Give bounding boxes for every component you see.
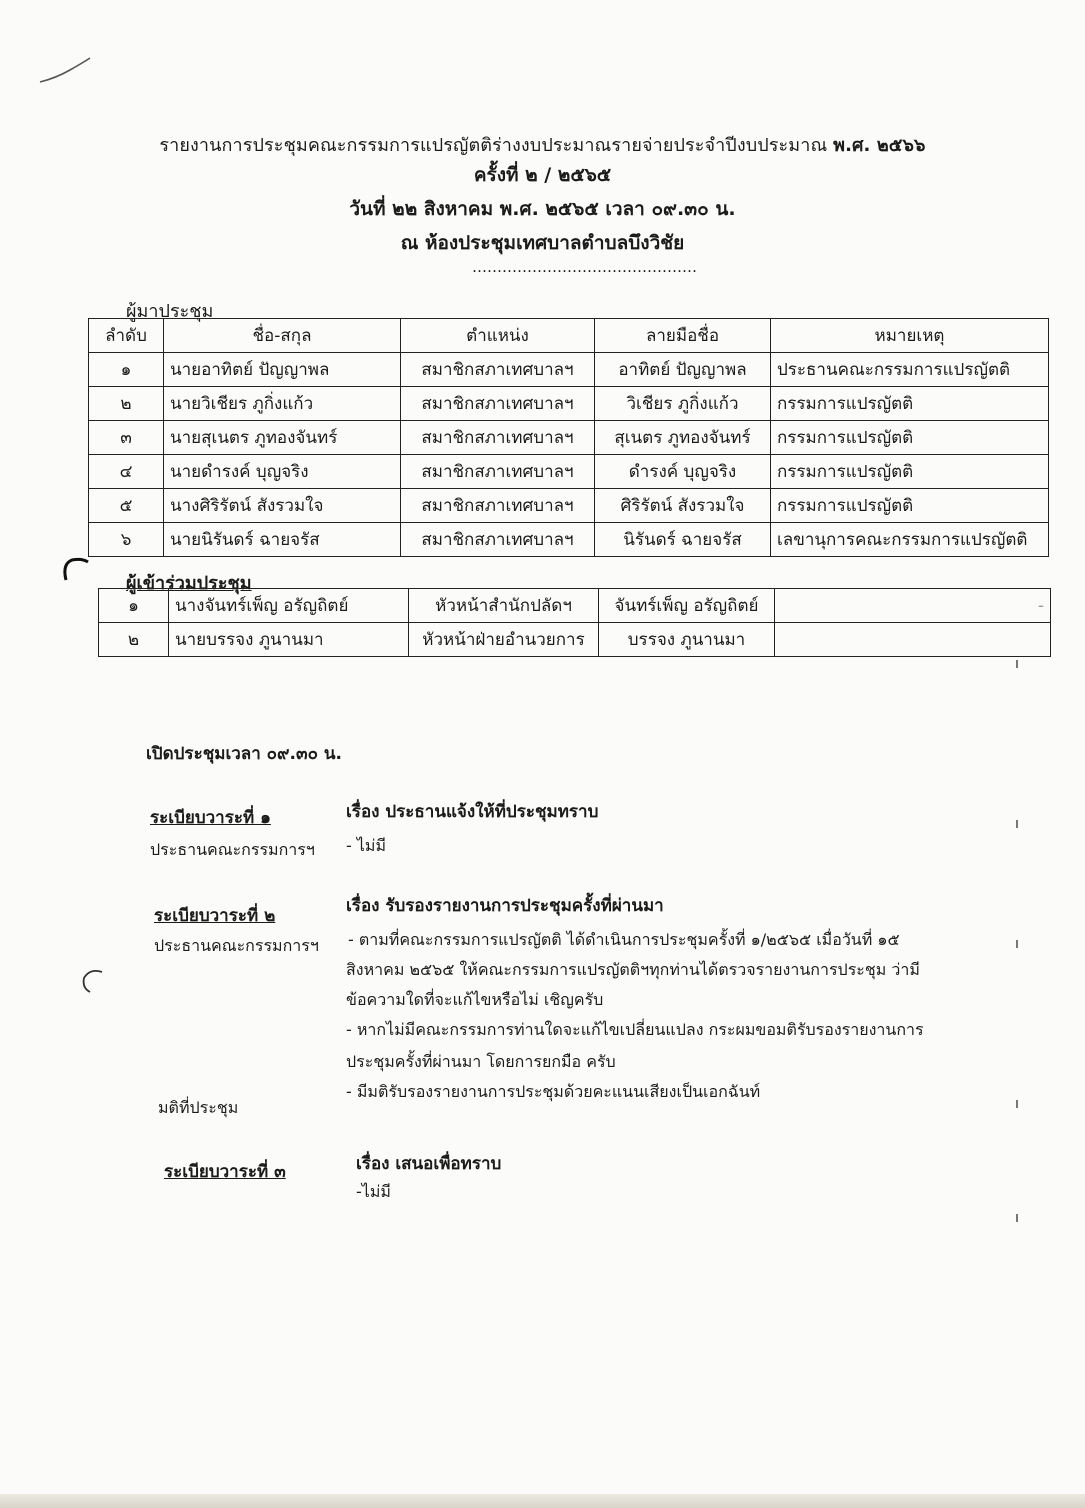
meeting-venue: ณ ห้องประชุมเทศบาลตำบลบึงวิชัย	[400, 232, 685, 254]
margin-tick	[1016, 1214, 1018, 1222]
attendee-position: สมาชิกสภาเทศบาลฯ	[401, 523, 595, 557]
row-number: ๒	[89, 387, 164, 421]
report-title-year: พ.ศ. ๒๕๖๖	[833, 135, 926, 156]
row-number: ๓	[89, 421, 164, 455]
agenda-2-line-5: ประชุมครั้งที่ผ่านมา โดยการยกมือ ครับ	[346, 1052, 616, 1071]
participant-note	[775, 623, 1051, 657]
attendee-name: นายนิรันดร์ ฉายจรัส	[164, 523, 401, 557]
agenda-3-label: ระเบียบวาระที่ ๓	[164, 1162, 286, 1182]
column-header: ลำดับ	[89, 319, 164, 353]
margin-tick	[1016, 940, 1018, 948]
table-row	[89, 387, 1049, 421]
row-number: ๖	[89, 523, 164, 557]
attendee-signature: สุเนตร ภูทองจันทร์	[595, 421, 771, 455]
row-number: ๑	[99, 589, 169, 623]
column-header: ชื่อ-สกุล	[164, 319, 401, 353]
margin-tick	[1016, 820, 1018, 828]
column-header: หมายเหตุ	[771, 319, 1049, 353]
binder-hook-mark	[60, 556, 90, 582]
report-title-text: รายงานการประชุมคณะกรรมการแปรญัตติร่างงบประมาณรายจ่ายประจำปีงบประมาณ	[159, 135, 828, 156]
attendee-note: กรรมการแปรญัตติ	[771, 489, 1049, 523]
attendee-signature: ดำรงค์ บุญจริง	[595, 455, 771, 489]
attendee-name: นายวิเชียร ภูกิ่งแก้ว	[164, 387, 401, 421]
margin-tick	[1016, 1100, 1018, 1108]
attendee-note: กรรมการแปรญัตติ	[771, 387, 1049, 421]
participant-position: หัวหน้าสำนักปลัดฯ	[409, 589, 599, 623]
attendee-signature: วิเชียร ภูกิ่งแก้ว	[595, 387, 771, 421]
attendee-signature: อาทิตย์ ปัญญาพล	[595, 353, 771, 387]
table-row	[89, 489, 1049, 523]
participant-name: นายบรรจง ภูนานมา	[169, 623, 409, 657]
attendee-position: สมาชิกสภาเทศบาลฯ	[401, 489, 595, 523]
table-row	[99, 623, 1051, 657]
attendee-note: ประธานคณะกรรมการแปรญัตติ	[771, 353, 1049, 387]
agenda-2-title: เรื่อง รับรองรายงานการประชุมครั้งที่ผ่านมา	[346, 896, 664, 916]
agenda-2-resolution: - มีมติรับรองรายงานการประชุมด้วยคะแนนเสียงเป็นเอกฉันท์	[346, 1082, 761, 1101]
row-number: ๔	[89, 455, 164, 489]
attendee-signature: ศิริรัตน์ สังรวมใจ	[595, 489, 771, 523]
row-number: ๑	[89, 353, 164, 387]
table-row	[89, 421, 1049, 455]
agenda-2-line-3: ข้อความใดที่จะแก้ไขหรือไม่ เชิญครับ	[346, 990, 604, 1009]
agenda-2-speaker: ประธานคณะกรรมการฯ	[154, 936, 319, 955]
participant-signature: บรรจง ภูนานมา	[599, 623, 775, 657]
attendee-name: นายอาทิตย์ ปัญญาพล	[164, 353, 401, 387]
agenda-1-title: เรื่อง ประธานแจ้งให้ที่ประชุมทราบ	[346, 802, 599, 822]
attendee-note: เลขานุการคณะกรรมการแปรญัตติ	[771, 523, 1049, 557]
agenda-3-text: -ไม่มี	[356, 1182, 391, 1201]
participant-position: หัวหน้าฝ่ายอำนวยการ	[409, 623, 599, 657]
participants-table	[98, 588, 1051, 657]
meeting-number: ครั้งที่ ๒ / ๒๕๖๕	[473, 164, 612, 186]
table-row	[89, 353, 1049, 387]
table-row	[89, 523, 1049, 557]
divider-dots: ………………………………………	[472, 258, 697, 276]
opening-time: เปิดประชุมเวลา ๐๙.๓๐ น.	[146, 744, 342, 764]
margin-tick	[1016, 660, 1018, 668]
attendees-heading: ผู้มาประชุม	[126, 301, 214, 322]
attendee-position: สมาชิกสภาเทศบาลฯ	[401, 421, 595, 455]
participant-name: นางจันทร์เพ็ญ อรัญถิตย์	[169, 589, 409, 623]
report-title	[0, 130, 1085, 159]
agenda-2-line-4: - หากไม่มีคณะกรรมการท่านใดจะแก้ไขเปลี่ยนแปลง กระผมขอมติรับรองรายงานการ	[346, 1020, 924, 1039]
pen-stroke-mark	[36, 52, 92, 88]
agenda-1-text: - ไม่มี	[346, 836, 386, 855]
agenda-2-line-2: สิงหาคม ๒๕๖๕ ให้คณะกรรมการแปรญัตติฯทุกท่านได้ตรวจรายงานการประชุม ว่ามี	[346, 960, 920, 979]
participants-heading: ผู้เข้าร่วมประชุม	[126, 573, 252, 594]
scan-edge	[0, 1494, 1085, 1508]
agenda-2-label: ระเบียบวาระที่ ๒	[154, 906, 276, 926]
punch-hole-mark	[80, 968, 110, 994]
attendee-name: นายดำรงค์ บุญจริง	[164, 455, 401, 489]
attendee-name: นายสุเนตร ภูทองจันทร์	[164, 421, 401, 455]
column-header: ตำแหน่ง	[401, 319, 595, 353]
column-header: ลายมือชื่อ	[595, 319, 771, 353]
row-number: ๒	[99, 623, 169, 657]
table-row	[89, 455, 1049, 489]
attendees-table	[88, 318, 1049, 557]
attendee-position: สมาชิกสภาเทศบาลฯ	[401, 387, 595, 421]
attendee-signature: นิรันดร์ ฉายจรัส	[595, 523, 771, 557]
agenda-1-speaker: ประธานคณะกรรมการฯ	[150, 840, 315, 859]
table-header-row	[89, 319, 1049, 353]
agenda-2-resolution-label: มติที่ประชุม	[158, 1098, 239, 1117]
agenda-1-label: ระเบียบวาระที่ ๑	[150, 808, 271, 828]
attendee-position: สมาชิกสภาเทศบาลฯ	[401, 353, 595, 387]
participant-signature: จันทร์เพ็ญ อรัญถิตย์	[599, 589, 775, 623]
agenda-3-title: เรื่อง เสนอเพื่อทราบ	[356, 1154, 502, 1174]
attendee-position: สมาชิกสภาเทศบาลฯ	[401, 455, 595, 489]
row-number: ๕	[89, 489, 164, 523]
table-row	[99, 589, 1051, 623]
participant-note: -	[775, 589, 1051, 623]
meeting-date: วันที่ ๒๒ สิงหาคม พ.ศ. ๒๕๖๕ เวลา ๐๙.๓๐ น.	[349, 198, 736, 220]
attendee-note: กรรมการแปรญัตติ	[771, 421, 1049, 455]
attendee-note: กรรมการแปรญัตติ	[771, 455, 1049, 489]
attendee-name: นางศิริรัตน์ สังรวมใจ	[164, 489, 401, 523]
agenda-2-line-1: - ตามที่คณะกรรมการแปรญัตติ ได้ดำเนินการประชุมครั้งที่ ๑/๒๕๖๕ เมื่อวันที่ ๑๕	[348, 930, 900, 949]
